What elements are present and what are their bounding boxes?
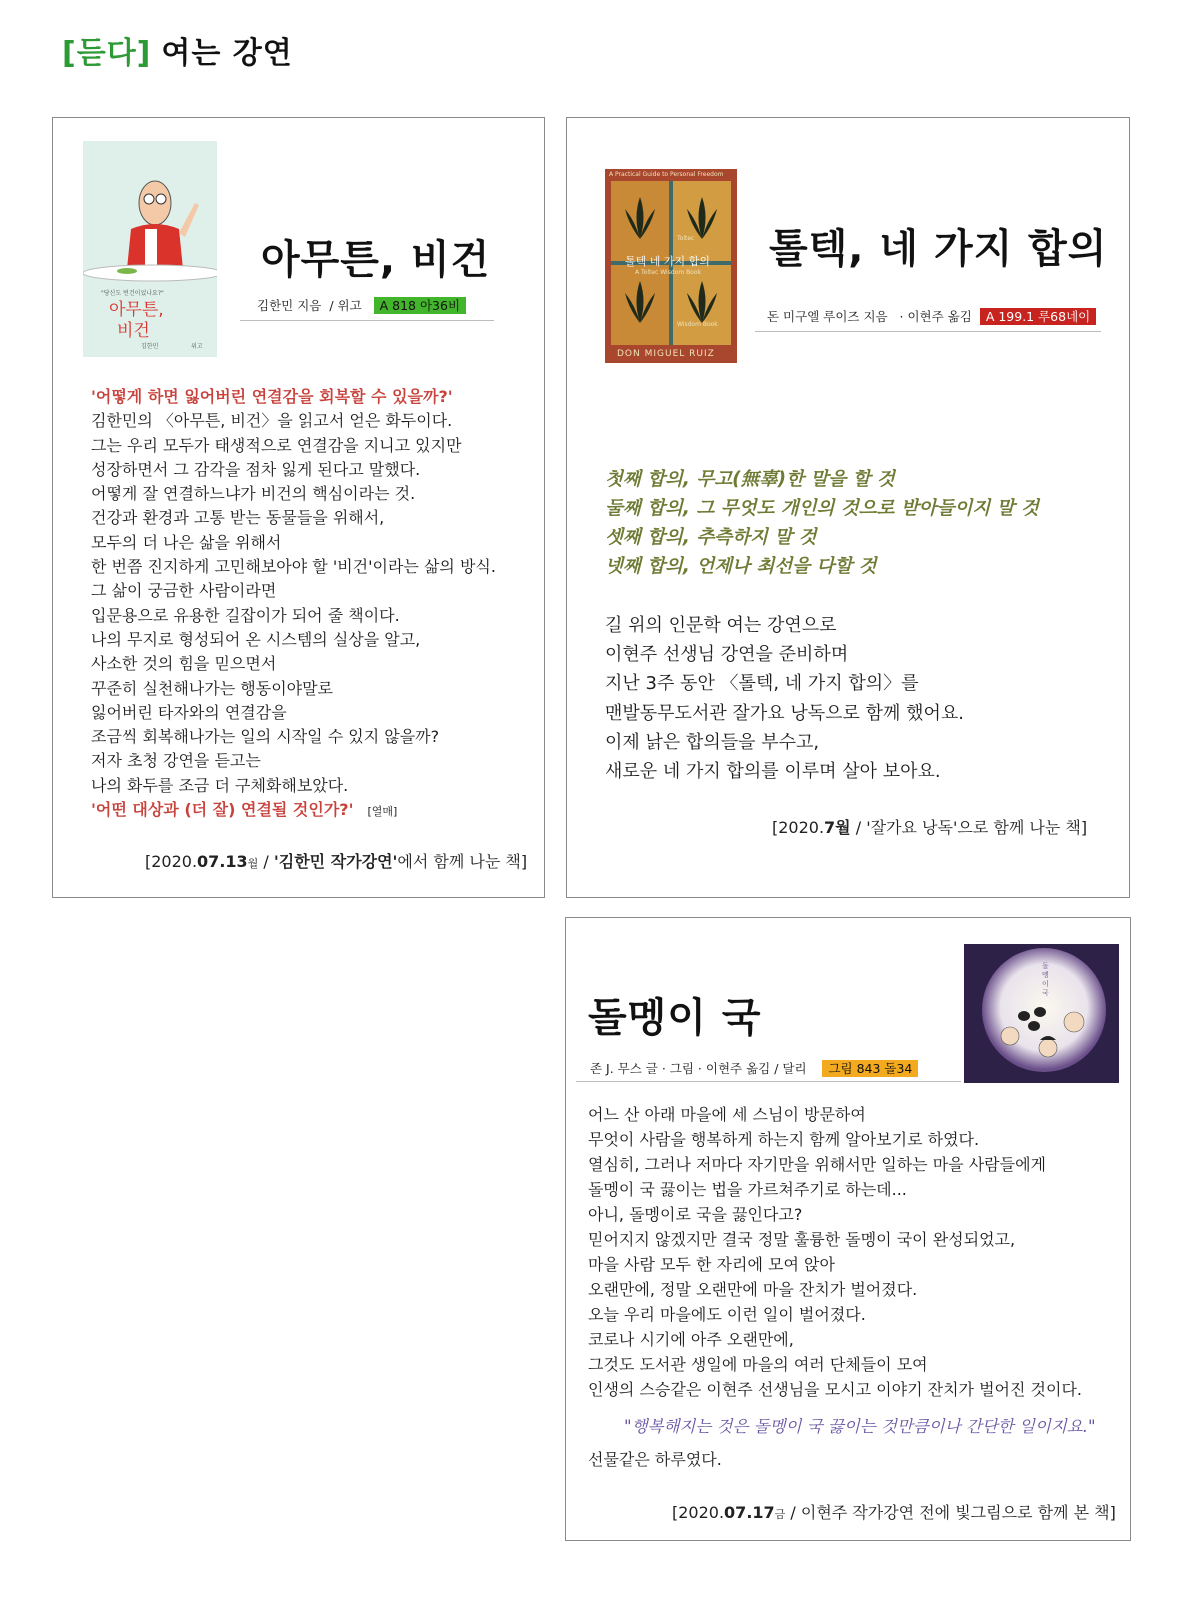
review-line: 그는 우리 모두가 태생적으로 연결감을 지니고 있지만 [91, 435, 462, 455]
call-number-badge: A 818 아36비 [374, 297, 466, 314]
footer-rest: / 이현주 작가강연 전에 빛그림으로 함께 본 책] [785, 1503, 1116, 1522]
cover-korean-title: 톨텍 네 가지 합의 [625, 255, 710, 268]
review-line: 건강과 환경과 고통 받는 동물들을 위해서, [91, 508, 385, 528]
title-divider [240, 320, 494, 321]
card-footer [672, 1500, 1116, 1523]
review-line: 어떻게 잘 연결하느냐가 비건의 핵심이라는 것. [91, 484, 416, 504]
review-line: 입문용으로 유용한 길잡이가 되어 줄 책이다. [91, 605, 400, 625]
footer-sep: / [258, 852, 274, 871]
review-text [91, 385, 496, 824]
cover-tagline: "당신도 번건이었나요?" [101, 290, 164, 297]
four-agreements [605, 465, 1039, 581]
footer-open: [2020. [772, 818, 825, 837]
review-line: 김한민의 〈아무튼, 비건〉을 읽고서 얻은 화두이다. [91, 411, 453, 431]
footer-rest: 에서 함께 나눈 책] [397, 852, 528, 871]
header-title: 여는 강연 [161, 36, 293, 71]
book-author: 김한민 지음 [257, 298, 322, 313]
review-line: 인생의 스승같은 이현주 선생님을 모시고 이야기 잔치가 벌어진 것이다. [588, 1380, 1082, 1399]
agreement: 둘째 합의, 그 무엇도 개인의 것으로 받아들이지 말 것 [605, 498, 1039, 519]
review-line: 그 삶이 궁금한 사람이라면 [91, 581, 277, 601]
review-line: 이현주 선생님 강연을 준비하며 [605, 644, 849, 666]
review-line: 오늘 우리 마을에도 이런 일이 벌어졌다. [588, 1305, 866, 1324]
book-title: 돌멩이 국 [588, 995, 762, 1041]
cover-vertical-title: 돌멩이 국 [1042, 962, 1049, 997]
card-footer [145, 849, 527, 872]
book-meta [590, 1059, 918, 1077]
title-divider [576, 1081, 961, 1082]
footer-day: 월 [247, 857, 259, 870]
review-line: 꾸준히 실천해나가는 행동이야말로 [91, 678, 334, 698]
review-line: 믿어지지 않겠지만 결국 정말 훌륭한 돌멩이 국이 완성되었고, [588, 1230, 1016, 1249]
review-line: 아니, 돌멩이로 국을 끓인다고? [588, 1205, 803, 1224]
cover-author: 김한민 [141, 343, 159, 350]
cover-subtitle: A Toltec Wisdom Book [635, 269, 702, 276]
book-card-toltec [566, 117, 1130, 898]
review-line: 맨발동무도서관 잘가요 낭독으로 함께 했어요. [605, 702, 964, 724]
highlight-quote: "행복해지는 것은 돌멩이 국 끓이는 것만큼이나 간단한 일이지요." [624, 1417, 1096, 1436]
book-publisher: / 위고 [329, 298, 362, 313]
book-title: 아무튼, 비건 [261, 237, 491, 283]
quote-top: '어떻게 하면 잃어버린 연결감을 회복할 수 있을까?' [91, 387, 453, 406]
review-line: 어느 산 아래 마을에 세 스님이 방문하여 [588, 1105, 866, 1124]
book-credits: 존 J. 무스 글 · 그림 · 이현주 옮김 / 달리 [590, 1061, 807, 1076]
review-line: 조금씩 회복해나가는 일의 시작일 수 있지 않을까? [91, 727, 440, 747]
review-line: 이제 낡은 합의들을 부수고, [605, 731, 820, 753]
footer-date: 07.13 [197, 852, 248, 871]
review-line: 새로운 네 가지 합의를 이루며 살아 보아요. [605, 761, 941, 783]
agreement: 넷째 합의, 언제나 최선을 다할 것 [605, 556, 877, 577]
cover-author: DON MIGUEL RUIZ [617, 349, 715, 359]
book-cover-toltec[interactable] [605, 169, 737, 363]
footer-rest: / '잘가요 낭독'으로 함께 나눈 책] [850, 818, 1088, 837]
cover-left-word: Toltec [677, 235, 695, 242]
review-line: 무엇이 사람을 행복하게 하는지 함께 알아보기로 하였다. [588, 1130, 980, 1149]
book-cover-stone-soup[interactable] [964, 944, 1119, 1083]
review-line: 저자 초청 강연을 듣고는 [91, 751, 261, 771]
cover-publisher: 위고 [191, 343, 203, 350]
book-meta [257, 296, 466, 314]
footer-open: [2020. [672, 1503, 725, 1522]
review-line: 지난 3주 동안 〈톨텍, 네 가지 합의〉를 [605, 673, 919, 695]
review-line: 오랜만에, 정말 오랜만에 마을 잔치가 벌어졌다. [588, 1280, 918, 1299]
quote-bottom: '어떤 대상과 (더 잘) 연결될 것인가?' [91, 800, 354, 820]
review-line: 마을 사람 모두 한 자리에 모여 앉아 [588, 1255, 835, 1274]
review-line: 나의 무지로 형성되어 온 시스템의 실상을 알고, [91, 629, 421, 649]
review-line: 잃어버린 타자와의 연결감을 [91, 702, 287, 722]
closing-text [588, 1447, 722, 1472]
title-divider [755, 331, 1101, 332]
section-header [62, 28, 293, 72]
review-line: 코로나 시기에 아주 오랜만에, [588, 1330, 794, 1349]
book-translator: · 이현주 옮김 [899, 309, 972, 324]
cover-bottom-word: Wisdom Book [677, 321, 718, 328]
review-line: 성장하면서 그 감각을 점차 잃게 된다고 말했다. [91, 459, 421, 479]
review-line: 돌멩이 국 끓이는 법을 가르쳐주기로 하는데... [588, 1180, 907, 1199]
review-line: 길 위의 인문학 여는 강연으로 [605, 615, 837, 636]
agreement: 셋째 합의, 추측하지 말 것 [605, 527, 817, 548]
signature: [열매] [367, 805, 398, 819]
call-number-badge: 그림 843 돌34 [822, 1060, 918, 1077]
book-author: 돈 미구엘 루이즈 지음 [767, 309, 888, 324]
header-bracket: [듣다] [62, 36, 152, 71]
closing-line: 선물같은 하루였다. [588, 1450, 722, 1469]
review-line: 한 번쯤 진지하게 고민해보아야 할 '비건'이라는 삶의 방식. [91, 557, 496, 577]
book-meta [767, 307, 1096, 325]
footer-month: 7월 [824, 818, 851, 837]
agreement: 첫째 합의, 무고(無辜)한 말을 할 것 [605, 469, 895, 490]
footer-open: [2020. [145, 852, 198, 871]
review-line: 모두의 더 나은 삶을 위해서 [91, 532, 282, 552]
review-line: 그것도 도서관 생일에 마을의 여러 단체들이 모여 [588, 1355, 928, 1374]
cover-title-2: 비건 [117, 321, 150, 341]
footer-event: '김한민 작가강연' [273, 852, 398, 871]
book-card-vegan [52, 117, 545, 898]
review-line: 열심히, 그러나 저마다 자기만을 위해서만 일하는 마을 사람들에게 [588, 1155, 1047, 1174]
book-cover-vegan[interactable] [83, 141, 217, 357]
review-text [588, 1102, 1082, 1402]
cover-illustration [83, 141, 217, 357]
footer-day: 금 [774, 1508, 786, 1521]
review-line: 나의 화두를 조금 더 구체화해보았다. [91, 775, 349, 795]
card-footer [772, 815, 1087, 838]
book-title: 톨텍, 네 가지 합의 [769, 226, 1108, 272]
call-number-badge: A 199.1 루68네이 [980, 308, 1096, 325]
cover-title-1: 아무튼, [109, 300, 164, 320]
review-line: 사소한 것의 힘을 믿으면서 [91, 654, 277, 674]
book-card-stone-soup [565, 917, 1131, 1541]
cover-top-text: A Practical Guide to Personal Freedom [609, 171, 724, 178]
footer-date: 07.17 [724, 1503, 775, 1522]
review-text [605, 611, 964, 786]
